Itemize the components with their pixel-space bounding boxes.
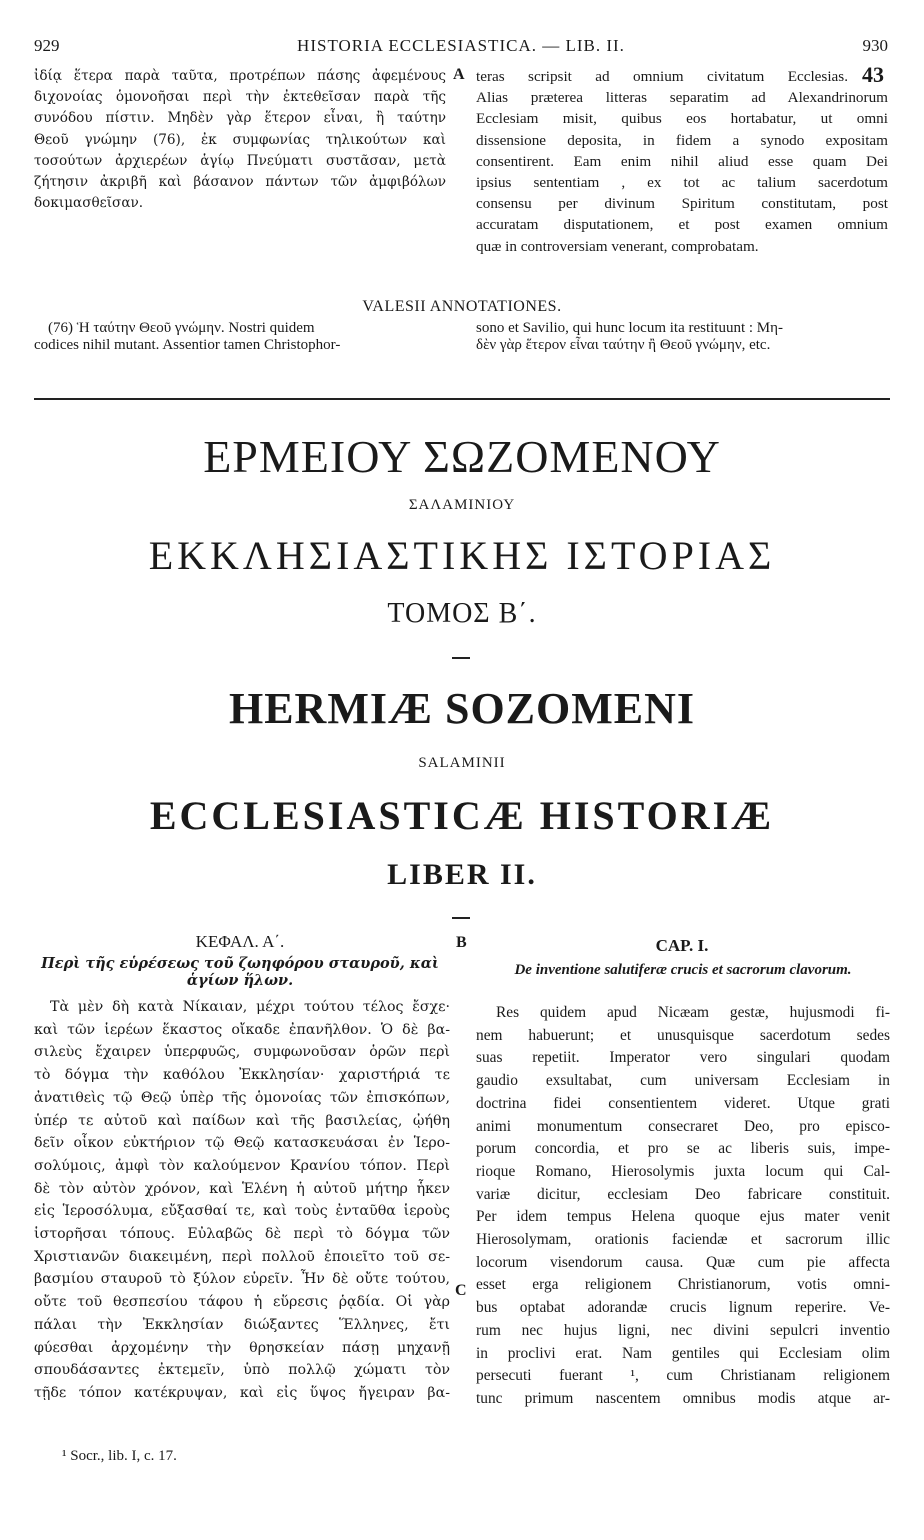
greek-line: οὔτε τοῦ θεσπεσίου τάφου ἡ εὕρεσις ῥᾳδία. Οἱ γὰρ — [34, 1294, 450, 1311]
latin-line: porum concordia, et pro se ac liberis suis, impe- — [476, 1140, 890, 1158]
latin-line: in proclivi erat. Nam gentiles qui Ecclesiam olim — [476, 1344, 890, 1362]
margin-letter-b: B — [456, 934, 467, 951]
greek-city: ΣΑΛΑΜΙΝΙΟΥ — [408, 497, 516, 513]
latin-line: Res quidem apud Nicæam gestæ, hujusmodi fi- — [496, 1004, 890, 1021]
greek-line: σιλεὺς ἔχαιρεν ὑπερφυῶς, συμφωνοῦσαν ὁρῶν περὶ — [34, 1044, 450, 1061]
greek-line: τὸ δόγμα τὴν καθόλου Ἐκκλησίαν· χαριστήριά τε — [34, 1067, 450, 1084]
running-title: HISTORIA ECCLESIASTICA. — LIB. II. — [297, 36, 625, 55]
greek-line: εἰς Ἱεροσόλυμα, εὔξασθαί τε, καὶ τοὺς ἐνταῦθα ἱεροὺς — [34, 1203, 450, 1220]
greek-work-title: ΕΚΚΛΗΣΙΑΣΤΙΚΗΣ ΙΣΤΟΡΙΑΣ — [148, 533, 776, 578]
greek-line: πάλαι τὴν Ἐκκλησίαν διώξαντες Ἕλληνες, ἔτι — [34, 1316, 450, 1333]
annotation-left — [34, 320, 452, 354]
latin-line: variæ dicitur, ecclesiam Deo fabricare constituit. — [476, 1185, 890, 1203]
title-divider — [452, 657, 470, 659]
greek-line: Τὰ μὲν δὴ κατὰ Νίκαιαν, μέχρι τούτου τέλος ἔσχε· — [50, 999, 450, 1015]
greek-line: σπουδάσαντες ἐκτεμεῖν, ὑπὸ πολλῷ χώματι τὸν — [34, 1362, 450, 1379]
latin-chapter-subtitle: De inventione salutiferæ crucis et sacrorum clavorum. — [514, 962, 852, 978]
greek-line: ἀνατιθεὶς τῷ Θεῷ ὑπὲρ τῆς ὁμονοίας τῶν ἐπισκόπων, — [34, 1089, 450, 1106]
annotations-title: VALESII ANNOTATIONES. — [362, 298, 562, 315]
latin-line: Per idem tempus Helena quoque ejus mater venit — [476, 1208, 890, 1226]
top-latin-column — [476, 66, 888, 257]
latin-work-title: ECCLESIASTICÆ HISTORIÆ — [149, 793, 775, 838]
latin-city: SALAMINII — [418, 755, 506, 771]
greek-line: τοσούτων ἀρχιερέων ἁγίῳ Πνεύματι συστᾶσαν, μετὰ — [34, 152, 446, 169]
annotation-line: sono et Savilio, qui hunc locum ita restituunt : Μη- — [476, 320, 783, 336]
greek-line: βασμίου σταυροῦ τὸ ξύλον εὑρεῖν. Ἦν δὲ οὔτε τούτου, — [34, 1271, 450, 1288]
annotation-line: codices nihil mutant. Assentior tamen Christophor- — [34, 337, 341, 353]
greek-line: ἰδίᾳ ἕτερα παρὰ ταῦτα, προτρέπων πάσης ἀφεμένους — [34, 68, 446, 84]
greek-line: σολύμοις, ἀμφὶ τὸν καλούμενον Κρανίου τόπον. Περὶ — [34, 1157, 450, 1174]
greek-chapter-subtitle — [34, 955, 446, 989]
page-number-right: 930 — [862, 36, 888, 55]
greek-line: δεῖν οἶκον εὐκτήριον τῷ Θεῷ κατασκευάσαι ἐν Ἱερο- — [34, 1135, 450, 1152]
greek-line: δὲ τὸν αὐτὸν χρόνον, καὶ Ἑλένη ἡ αὐτοῦ μήτηρ ἧκεν — [34, 1180, 450, 1197]
greek-chapter-head: ΚΕΦΑΛ. Α΄. — [195, 932, 285, 951]
latin-line: doctrina fidei consentientem videret. Utque grati — [476, 1094, 890, 1112]
margin-letter-c: C — [455, 1282, 467, 1299]
footnote: ¹ Socr., lib. I, c. 17. — [62, 1448, 177, 1464]
latin-line: rum nec hujus ligni, nec divini sepulcri inventio — [476, 1321, 890, 1339]
greek-line: διχονοίας ὁμονοῆσαι περὶ τὴν ἐκτεθεῖσαν παρὰ τῆς — [34, 89, 446, 106]
body-greek-column — [34, 996, 450, 1405]
subtitle-line: Περὶ τῆς εὑρέσεως τοῦ ζωηφόρου σταυροῦ, καὶ — [41, 955, 439, 972]
body-latin-column — [476, 1002, 890, 1411]
latin-line: teras scripsit ad omnium civitatum Ecclesias. — [476, 68, 848, 85]
latin-line: bus optabat adorandæ crucis lignum reperire. Ve- — [476, 1299, 890, 1317]
latin-line: Alias præterea litteras separatim ad Alexandrinorum — [476, 89, 888, 107]
annotation-right — [476, 320, 888, 354]
greek-line: Χριστιανῶν διακειμένη, περὶ πολλοῦ ἐποιεῖτο τοῦ σε- — [34, 1248, 450, 1265]
latin-line: Hierosolymam, orationis faciendæ et sacrorum illic — [476, 1231, 890, 1249]
latin-line: tunc primum nascentem omnibus modis atque ar- — [476, 1389, 890, 1407]
latin-line: animi monumentum consecraret Deo, pro episco- — [476, 1117, 890, 1135]
latin-line: consensu per divinum Spiritum constitutam, post — [476, 195, 888, 213]
greek-line: ἱστορῆσαι τόπους. Εὐλαβῶς δὲ περὶ τὸ δόγμα τῶν — [34, 1226, 450, 1243]
running-head — [34, 36, 888, 60]
greek-line: συνόδου πίστιν. Μηδὲν γὰρ ἕτερον εἶναι, ἢ ταύτην — [34, 110, 446, 127]
annotation-line: (76) Ἡ ταύτην Θεοῦ γνώμην. Nostri quidem — [48, 320, 315, 336]
latin-line: Ecclesiam misit, quibus eos hortabatur, ut omni — [476, 110, 888, 128]
latin-line: quæ in controversiam venerant, comprobatam. — [476, 237, 759, 255]
latin-line: consentirent. Eam enim nihil aliud esse quam Dei — [476, 152, 888, 170]
latin-line: accuratam disputationem, et post examen omnium — [476, 216, 888, 234]
latin-line: persecuti fuerant ¹, cum Christianam religionem — [476, 1367, 890, 1385]
margin-letter-a: A — [453, 66, 465, 83]
latin-book: LIBER II. — [387, 858, 537, 891]
greek-line: καὶ τῶν ἱερέων ἕκαστος οἴκαδε ἐπανῆλθον. Ὁ δὲ βα- — [34, 1021, 450, 1038]
greek-author-title: ΕΡΜΕΙΟΥ ΣΩΖΟΜΕΝΟΥ — [203, 431, 721, 482]
page-number-left: 929 — [34, 36, 60, 55]
latin-line: locorum visendorum causa. Quæ cum pie affecta — [476, 1253, 890, 1271]
greek-line: Θεοῦ γνώμην (76), ἐκ συμφωνίας τηλικούτων καὶ — [34, 131, 446, 148]
chapter-divider — [452, 917, 470, 919]
section-rule — [34, 398, 890, 400]
latin-line: rioque Romano, Hierosolymis juxta locum qui Cal- — [476, 1162, 890, 1180]
latin-line: nem habuerunt; et unusquisque sacerdotum sedes — [476, 1026, 890, 1044]
latin-line: gaudio exsultabat, cum universam Ecclesiam in — [476, 1072, 890, 1090]
annotation-line: δὲν γὰρ ἕτερον εἶναι ταύτην ἢ Θεοῦ γνώμην, etc. — [476, 337, 771, 353]
greek-line: δοκιμασθεῖσαν. — [34, 195, 144, 212]
latin-line: ipsius sententiam , ex tot ac talium sacerdotum — [476, 174, 888, 192]
top-greek-column — [34, 66, 446, 214]
section-number: 43 — [862, 62, 884, 87]
greek-line: ζήτησιν ἀκριβῆ καὶ βάσανον πάντων τῶν ἀμφιβόλων — [34, 174, 446, 191]
latin-line: esset erga religionem Christianorum, votis omni- — [476, 1276, 890, 1294]
latin-chapter-head: CAP. I. — [655, 936, 709, 955]
latin-author-title: HERMIÆ SOZOMENI — [228, 684, 696, 733]
greek-line: ὑπέρ τε αὐτοῦ καὶ παίδων καὶ τῆς βασιλείας, ᾠήθη — [34, 1112, 450, 1129]
greek-line: τῇδε τόπον κατέκρυψαν, καὶ εἰς ὕψος ἤγειραν βα- — [34, 1384, 450, 1401]
greek-tome: ΤΟΜΟΣ Β΄. — [387, 598, 537, 629]
greek-line: φύεσθαι ἀρχομένην τὴν θρησκείαν πάσῃ μηχανῇ — [34, 1339, 450, 1356]
subtitle-line: ἁγίων ἥλων. — [186, 972, 294, 989]
latin-line: dissensione deposita, in fidem a synodo expositam — [476, 131, 888, 149]
latin-line: suas repetiit. Imperator vero singulari quodam — [476, 1049, 890, 1067]
